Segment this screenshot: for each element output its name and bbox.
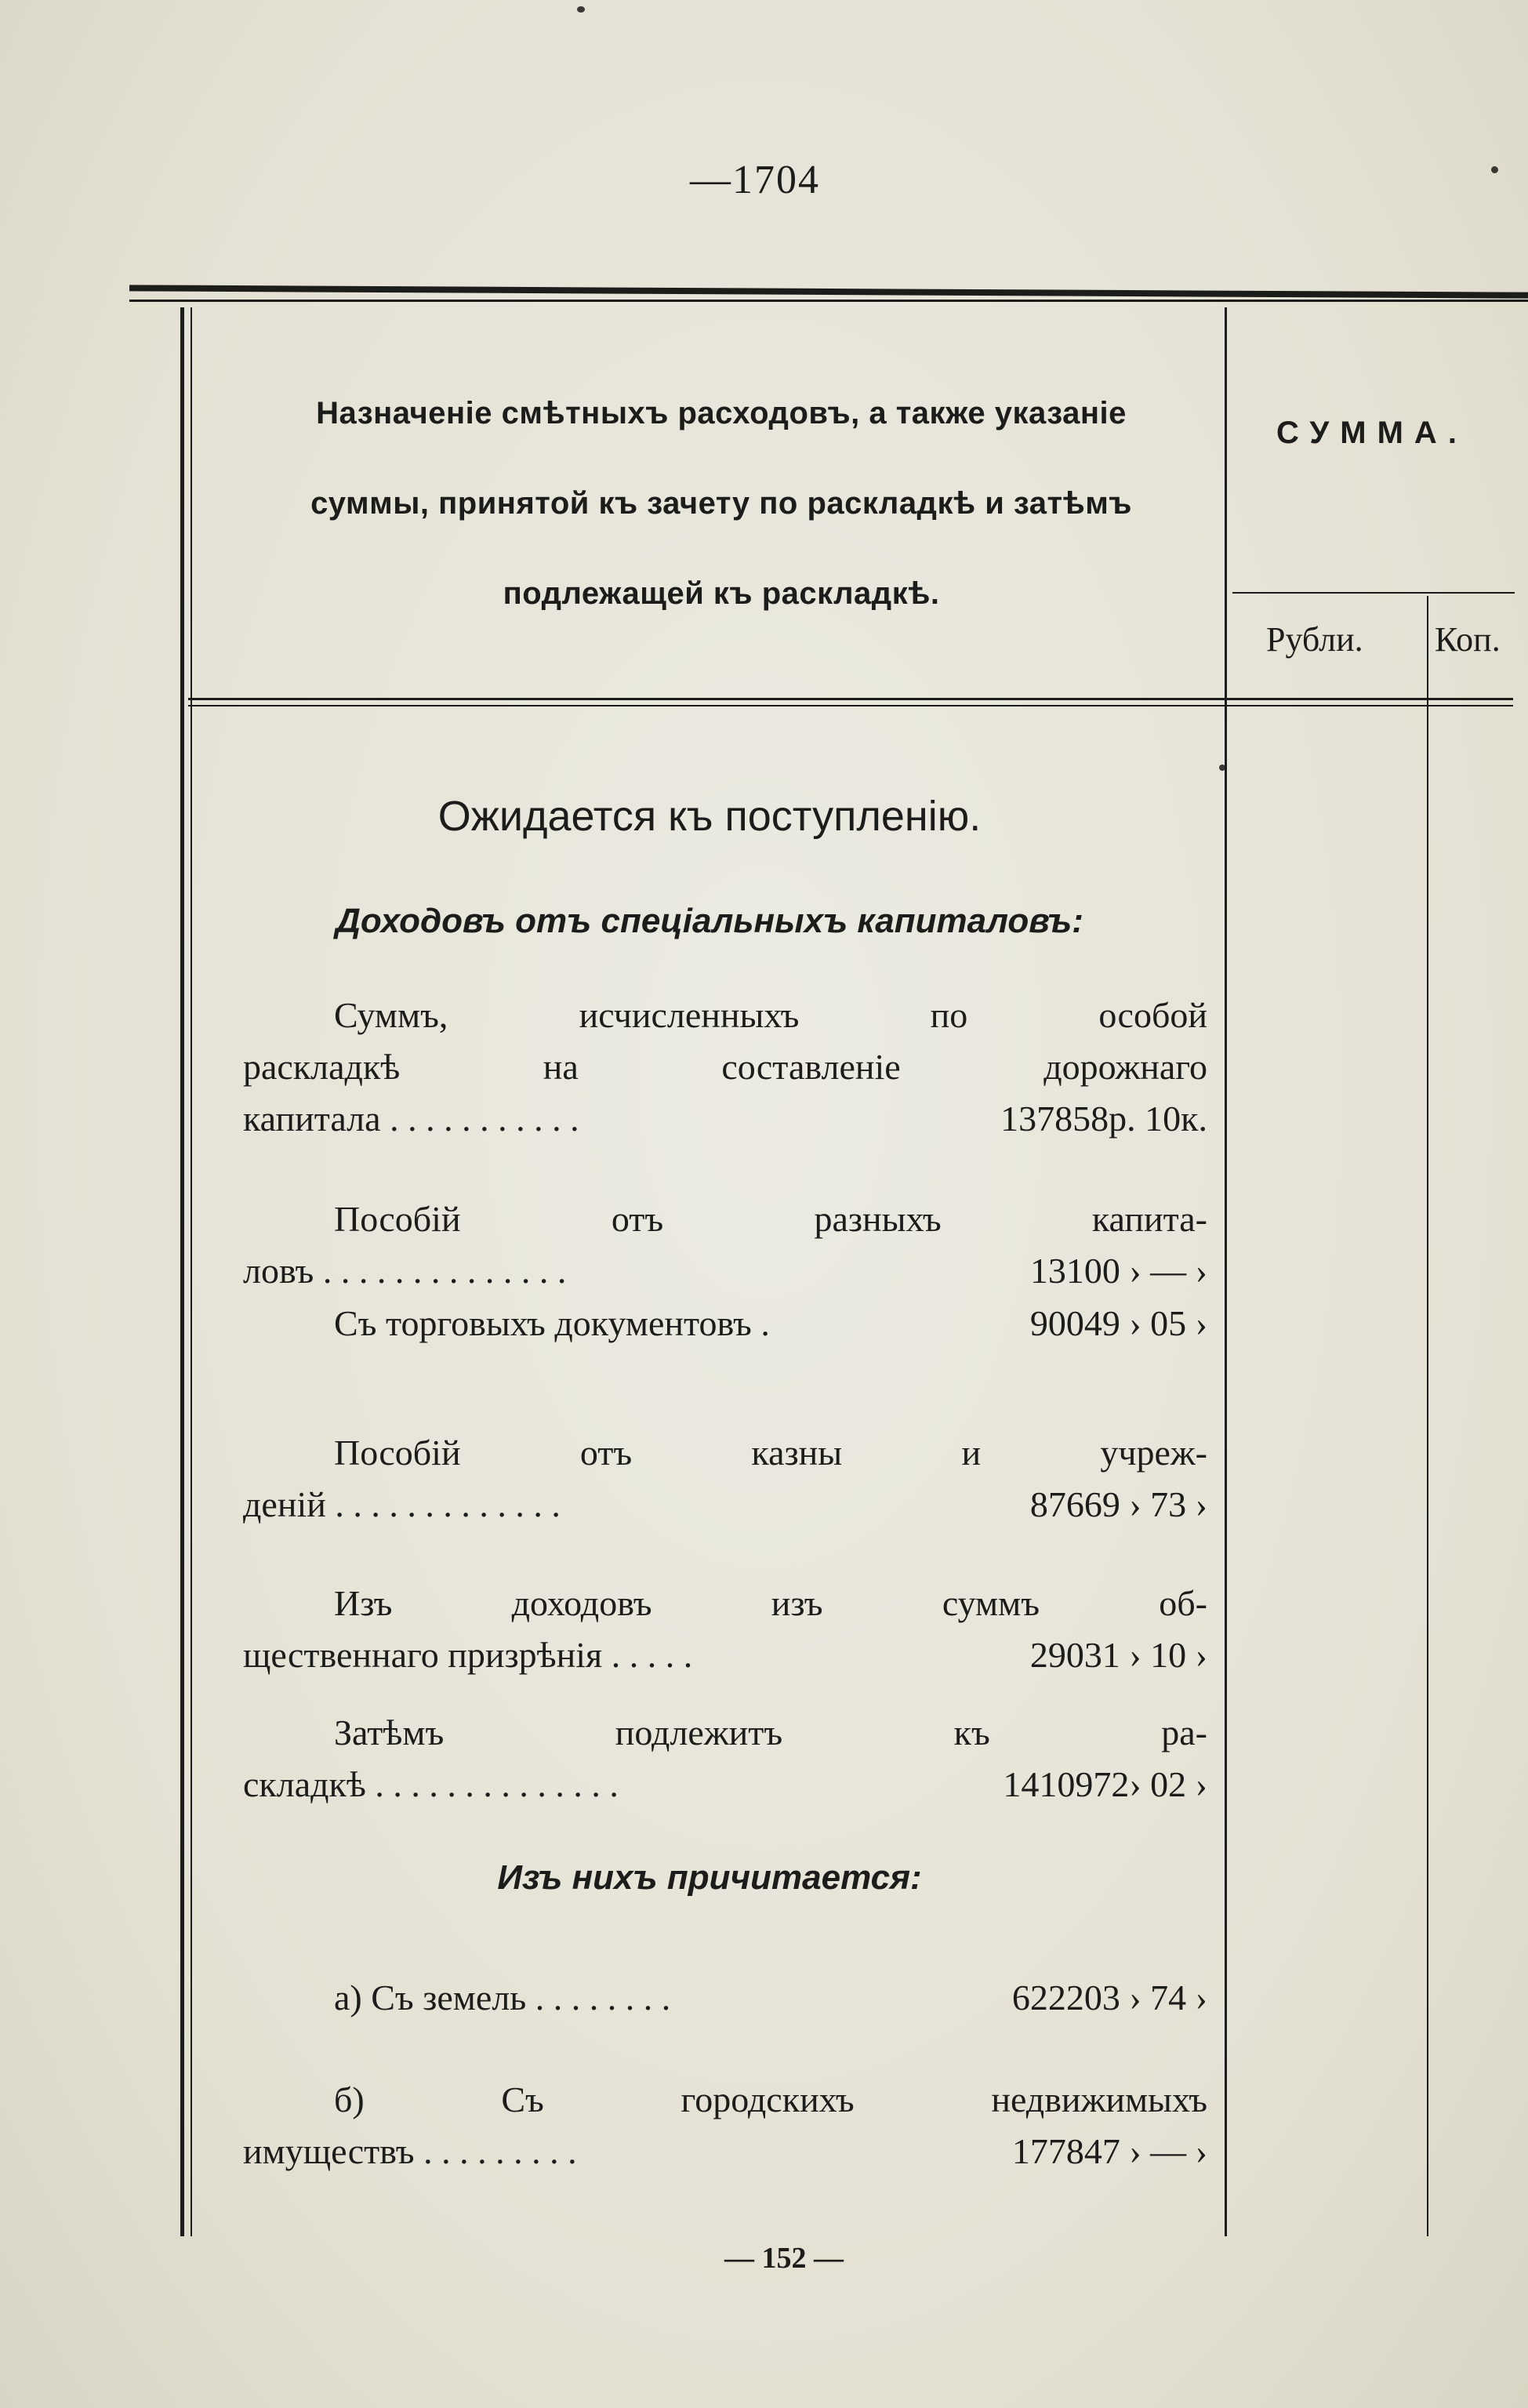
rubli-header: Рубли.: [1266, 620, 1363, 659]
entry: [243, 1427, 1207, 1531]
left-border-thin: [191, 307, 192, 2236]
entry: [243, 1578, 1207, 1681]
entry-last-line: [243, 1479, 1207, 1531]
entry-last-line: [243, 1972, 1207, 2024]
entry-last-line: [243, 1245, 1207, 1297]
caption-line-1: Назначеніе смѣтныхъ расходовъ, а также указаніе: [316, 396, 1127, 430]
entry-value: 1410972› 02 ›: [1003, 1764, 1207, 1804]
entry-label: Съ торговыхъ документовъ: [334, 1303, 752, 1343]
entry-value: 13100 › — ›: [1029, 1251, 1207, 1291]
entry-value: 29031 › 10 ›: [1029, 1635, 1207, 1675]
entry-text-line: Суммъ, исчисленныхъ по особой: [334, 995, 1207, 1035]
entry-value: 622203 › 74 ›: [1011, 1978, 1207, 2018]
leader-dots: . . . . . . . .: [535, 1978, 671, 2018]
header-bottom-rule: [188, 698, 1513, 700]
ink-speck: [577, 6, 585, 13]
leader-dots: . . . . . . . . . . . . . .: [322, 1251, 567, 1291]
entry: [243, 2074, 1207, 2177]
leader-dots: . . . . . . . . . . . . .: [335, 1484, 561, 1524]
entry-value: 90049 › 05 ›: [1029, 1303, 1207, 1343]
entry-text-line: б) Съ городскихъ недвижимыхъ: [334, 2079, 1207, 2119]
entry-label: деній: [243, 1484, 326, 1524]
leader-dots: .: [760, 1303, 770, 1343]
summa-header: СУММА.: [1276, 416, 1468, 450]
top-thick-rule: [129, 285, 1528, 298]
leader-dots: . . . . . . . . . . .: [390, 1099, 579, 1139]
entry-label: имуществъ: [243, 2131, 415, 2171]
entry-label: а) Съ земель: [334, 1978, 527, 2018]
entry-text-line: Изъ доходовъ изъ суммъ об-: [334, 1583, 1207, 1623]
entry: [243, 1707, 1207, 1811]
kop-header: Коп.: [1435, 620, 1501, 659]
leader-dots: . . . . . . . . . . . . . .: [375, 1764, 619, 1804]
entry-value: 137858р. 10к.: [1000, 1099, 1207, 1139]
entry: [243, 1972, 1207, 2024]
entry-value: 177847 › — ›: [1011, 2131, 1207, 2171]
entry-text-line: Пособій отъ разныхъ капита-: [334, 1199, 1207, 1239]
top-thin-rule: [129, 300, 1528, 302]
entry-text-line: Пособій отъ казны и учреж-: [334, 1433, 1207, 1473]
page-number-header: —1704: [690, 158, 820, 202]
entry-last-line: [243, 1759, 1207, 1811]
entry-label: щественнаго призрѣнія: [243, 1635, 603, 1675]
income-subtitle: Доходовъ отъ спеціальныхъ капиталовъ:: [336, 902, 1083, 940]
entry: [243, 1193, 1207, 1297]
page-folio: — 152 —: [724, 2242, 844, 2275]
entry-label: складкѣ: [243, 1764, 366, 1804]
entry: [243, 990, 1207, 1145]
entry-last-line: [243, 1629, 1207, 1681]
leader-dots: . . . . . . . . .: [423, 2131, 577, 2171]
entry-label: ловъ: [243, 1251, 314, 1291]
sum-column-border: [1225, 307, 1227, 2236]
caption-line-3: подлежащей къ раскладкѣ.: [503, 576, 940, 611]
share-subtitle: Изъ нихъ причитается:: [497, 1858, 922, 1897]
left-border-thick: [180, 307, 184, 2236]
header-bottom-rule-2: [188, 705, 1513, 706]
summa-under-rule: [1232, 592, 1515, 594]
entry-last-line: [243, 1298, 1207, 1349]
section-title: Ожидается къ поступленію.: [437, 793, 982, 840]
caption-line-2: суммы, принятой къ зачету по раскладкѣ и затѣмъ: [310, 486, 1132, 521]
leader-dots: . . . . .: [611, 1635, 693, 1675]
entry-last-line: [243, 2126, 1207, 2177]
entry-last-line: [243, 1093, 1207, 1145]
kop-column-border: [1427, 596, 1428, 2236]
entry-value: 87669 › 73 ›: [1029, 1484, 1207, 1524]
entry-text-line: раскладкѣ на составленіе дорожнаго: [243, 1047, 1207, 1087]
ink-speck: [1491, 166, 1498, 173]
entry-label: капитала: [243, 1099, 381, 1139]
entry-text-line: Затѣмъ подлежитъ къ ра-: [334, 1712, 1207, 1752]
entry: [243, 1298, 1207, 1349]
